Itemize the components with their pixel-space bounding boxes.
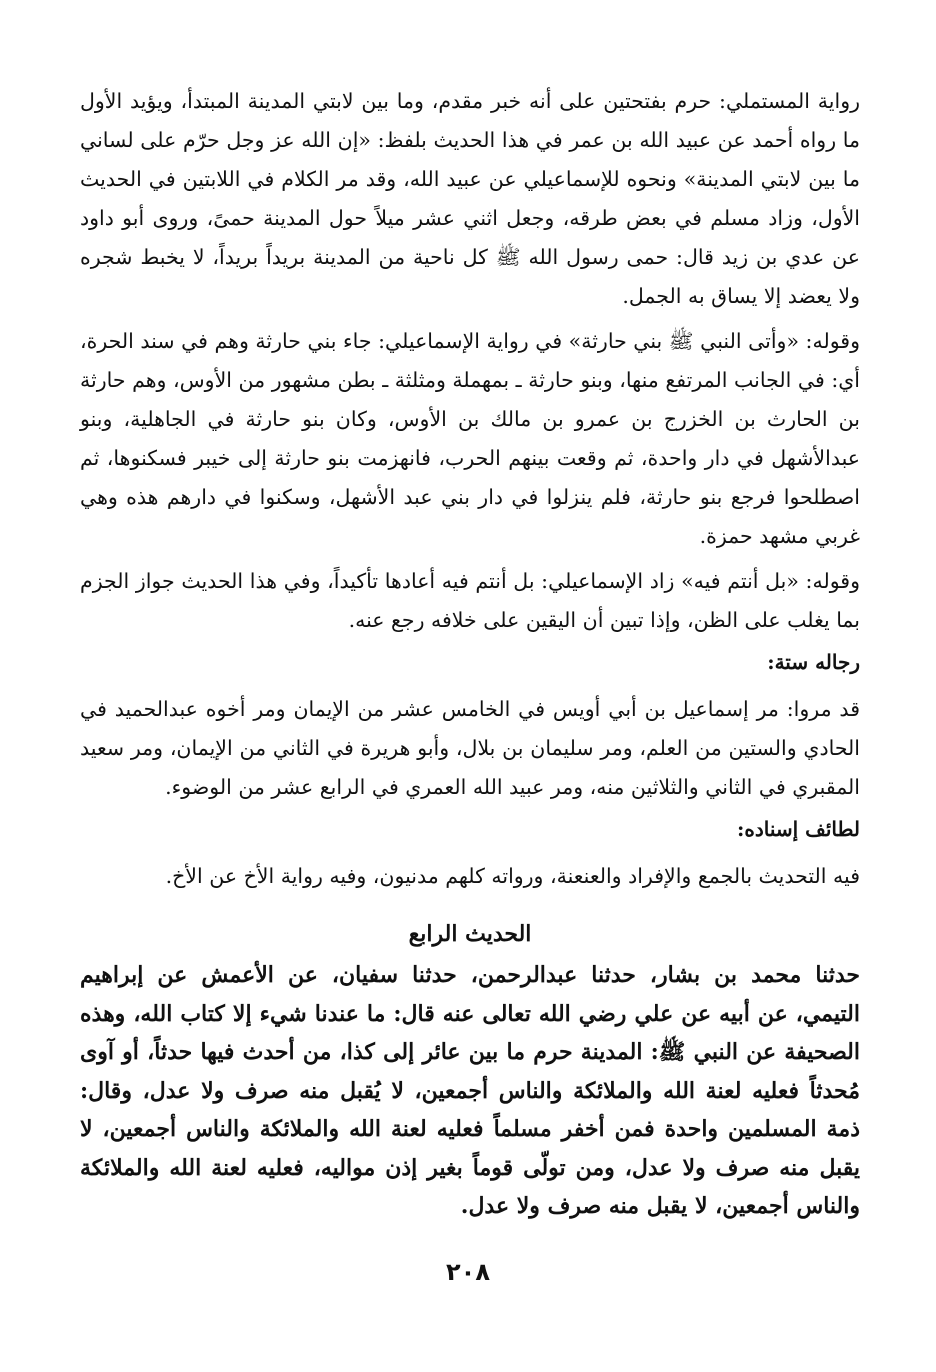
- rijal-heading: رجاله ستة:: [767, 650, 860, 674]
- lataif-paragraph: فيه التحديث بالجمع والإفراد والعنعنة، ورواته كلهم مدنيون، وفيه رواية الأخ عن الأخ.: [165, 864, 860, 888]
- commentary-paragraph-1: رواية المستملي: حرم بفتحتين على أنه خبر مقدم، وما بين لابتي المدينة المبتدأ، ويؤيد الأول ما رواه أحمد عن عبيد الله بن عمر في هذا الحديث بلفظ: «إن الله عز وجل حرّم على لساني ما بين لابتي المدينة» ونحوه للإسماعيلي عن عبيد الله، وقد مر الكلام في اللابتين في الحديث الأول، وزاد مسلم في بعض طرقه، وجعل اثني عشر ميلاً حول المدينة حمىً، وروى أبو داود عن عدي بن زيد قال: حمى رسول الله ﷺ كل ناحية من المدينة بريداً بريداً، لا يخبط شجره ولا يعضد إلا يساق به الجمل.: [80, 89, 860, 308]
- hadith-text: حدثنا محمد بن بشار، حدثنا عبدالرحمن، حدثنا سفيان، عن الأعمش عن إبراهيم التيمي، عن أبيه عن علي رضي الله تعالى عنه قال: ما عندنا شيء إلا كتاب الله، وهذه الصحيفة عن النبي ﷺ: المدينة حرم ما بين عائر إلى كذا، من أحدث فيها حدثاً، أو آوى مُحدثاً فعليه لعنة الله والملائكة والناس أجمعين، لا يُقبل منه صرف ولا عدل، وقال: ذمة المسلمين واحدة فمن أخفر مسلماً فعليه لعنة الله والملائكة والناس أجمعين، لا يقبل منه صرف ولا عدل، ومن تولّى قوماً بغير إذن مواليه، فعليه لعنة الله والملائكة والناس أجمعين، لا يقبل منه صرف ولا عدل.: [80, 962, 860, 1219]
- page-body: [80, 82, 860, 1226]
- page-number: ٢٠٨: [446, 1258, 490, 1286]
- commentary-paragraph-3: وقوله: «بل أنتم فيه» زاد الإسماعيلي: بل أنتم فيه أعادها تأكيداً، وفي هذا الحديث جواز الجزم بما يغلب على الظن، وإذا تبين أن اليقين على خلافه رجع عنه.: [80, 569, 860, 632]
- rijal-paragraph: قد مروا: مر إسماعيل بن أبي أويس في الخامس عشر من الإيمان ومر أخوه عبدالحميد في الحادي والستين من العلم، ومر سليمان بن بلال، وأبو هريرة في الثاني من الإيمان، ومر سعيد المقبري في الثاني والثلاثين منه، ومر عبيد الله العمري في الرابع عشر من الوضوء.: [80, 697, 860, 799]
- commentary-paragraph-2: وقوله: «وأتى النبي ﷺ بني حارثة» في رواية الإسماعيلي: جاء بني حارثة وهم في سند الحرة، أي: في الجانب المرتفع منها، وبنو حارثة ـ بمهملة ومثلثة ـ بطن مشهور من الأوس، وهم حارثة بن الحارث بن الخزرج بن عمرو بن مالك بن الأوس، وكان بنو حارثة في الجاهلية، وبنو عبدالأشهل في دار واحدة، ثم وقعت بينهم الحرب، فانهزمت بنو حارثة إلى خيبر فسكنوها، ثم اصطلحوا فرجع بنو حارثة، فلم ينزلوا في دار بني عبد الأشهل، وسكنوا في دارهم هذه وهي غربي مشهد حمزة.: [80, 329, 860, 548]
- hadith-title: الحديث الرابع: [408, 921, 532, 947]
- lataif-heading: لطائف إسناده:: [736, 817, 860, 841]
